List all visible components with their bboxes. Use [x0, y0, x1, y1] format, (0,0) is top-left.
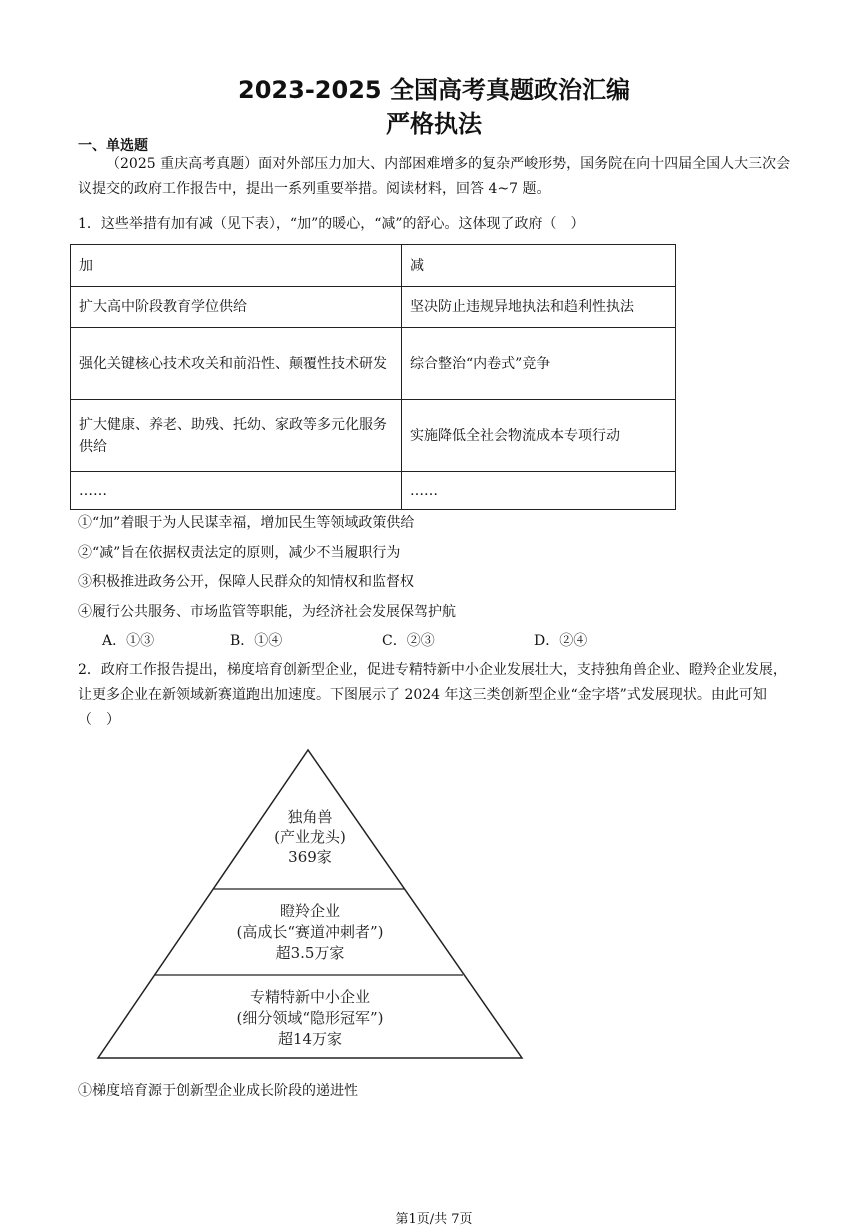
tier-3-count: 超14万家: [277, 1030, 343, 1048]
measures-table: [70, 244, 676, 510]
statement-2: ②“减”旨在依据权责法定的原则，减少不当履职行为: [78, 545, 401, 561]
tier-2-desc: (高成长“赛道冲刺者”): [236, 923, 384, 941]
intro-paragraph: （2025 重庆高考真题）面对外部压力加大、内部困难增多的复杂严峻形势，国务院在向十四届全国人大三次会议提交的政府工作报告中，提出一系列重要举措。阅读材料，回答 4~7 题。: [78, 156, 791, 197]
table-cell: ……: [71, 472, 402, 510]
tier-2-name: 瞪羚企业: [279, 902, 341, 920]
table-row: [71, 328, 676, 400]
choice-b[interactable]: B．①④: [230, 633, 283, 649]
tier-3-desc: (细分领域“隐形冠军”): [236, 1009, 384, 1027]
choice-a[interactable]: A．①③: [102, 633, 155, 649]
tier-1-desc: (产业龙头): [274, 828, 346, 846]
table-row: [71, 287, 676, 328]
choice-d[interactable]: D．②④: [534, 633, 588, 649]
statement-3: ③积极推进政务公开，保障人民群众的知情权和监督权: [78, 574, 414, 590]
table-cell: 扩大健康、养老、助残、托幼、家政等多元化服务供给: [71, 400, 402, 472]
table-header-add: 加: [71, 245, 402, 287]
table-header-reduce: 减: [402, 245, 676, 287]
table-cell: 实施降低全社会物流成本专项行动: [402, 400, 676, 472]
table-row: [71, 400, 676, 472]
tier-3-name: 专精特新中小企业: [249, 988, 371, 1006]
choice-c[interactable]: C．②③: [382, 633, 435, 649]
q2-statement-1: ①梯度培育源于创新型企业成长阶段的递进性: [78, 1083, 358, 1099]
page-subtitle: 严格执法: [386, 110, 482, 138]
section-heading: 一、单选题: [78, 138, 148, 154]
tier-1-name: 独角兽: [287, 808, 333, 826]
enterprise-pyramid: [90, 746, 530, 1066]
table-cell: 强化关键核心技术攻关和前沿性、颠覆性技术研发: [71, 328, 402, 400]
table-cell: 扩大高中阶段教育学位供给: [71, 287, 402, 328]
page-title: 2023-2025 全国高考真题政治汇编: [238, 76, 630, 104]
tier-2-count: 超3.5万家: [275, 944, 345, 962]
table-cell: ……: [402, 472, 676, 510]
page-footer: 第1页/共 7页: [395, 1212, 473, 1227]
question-2-stem: 2．政府工作报告提出，梯度培育创新型企业，促进专精特新中小企业发展壮大，支持独角兽企业、瞪羚企业发展，让更多企业在新领域新赛道跑出加速度。下图展示了 2024 年这三类创新型企业“金字塔”式发展现状。由此可知（ ）: [78, 662, 787, 728]
table-row: [71, 472, 676, 510]
statement-4: ④履行公共服务、市场监管等职能，为经济社会发展保驾护航: [78, 604, 456, 620]
table-header-row: [71, 245, 676, 287]
table-cell: 坚决防止违规异地执法和趋利性执法: [402, 287, 676, 328]
statement-1: ①“加”着眼于为人民谋幸福，增加民生等领域政策供给: [78, 515, 415, 531]
question-1-stem: 1．这些举措有加有减（见下表），“加”的暖心，“减”的舒心。这体现了政府（ ）: [78, 216, 585, 232]
tier-1-count: 369家: [288, 848, 332, 866]
table-cell: 综合整治“内卷式”竞争: [402, 328, 676, 400]
